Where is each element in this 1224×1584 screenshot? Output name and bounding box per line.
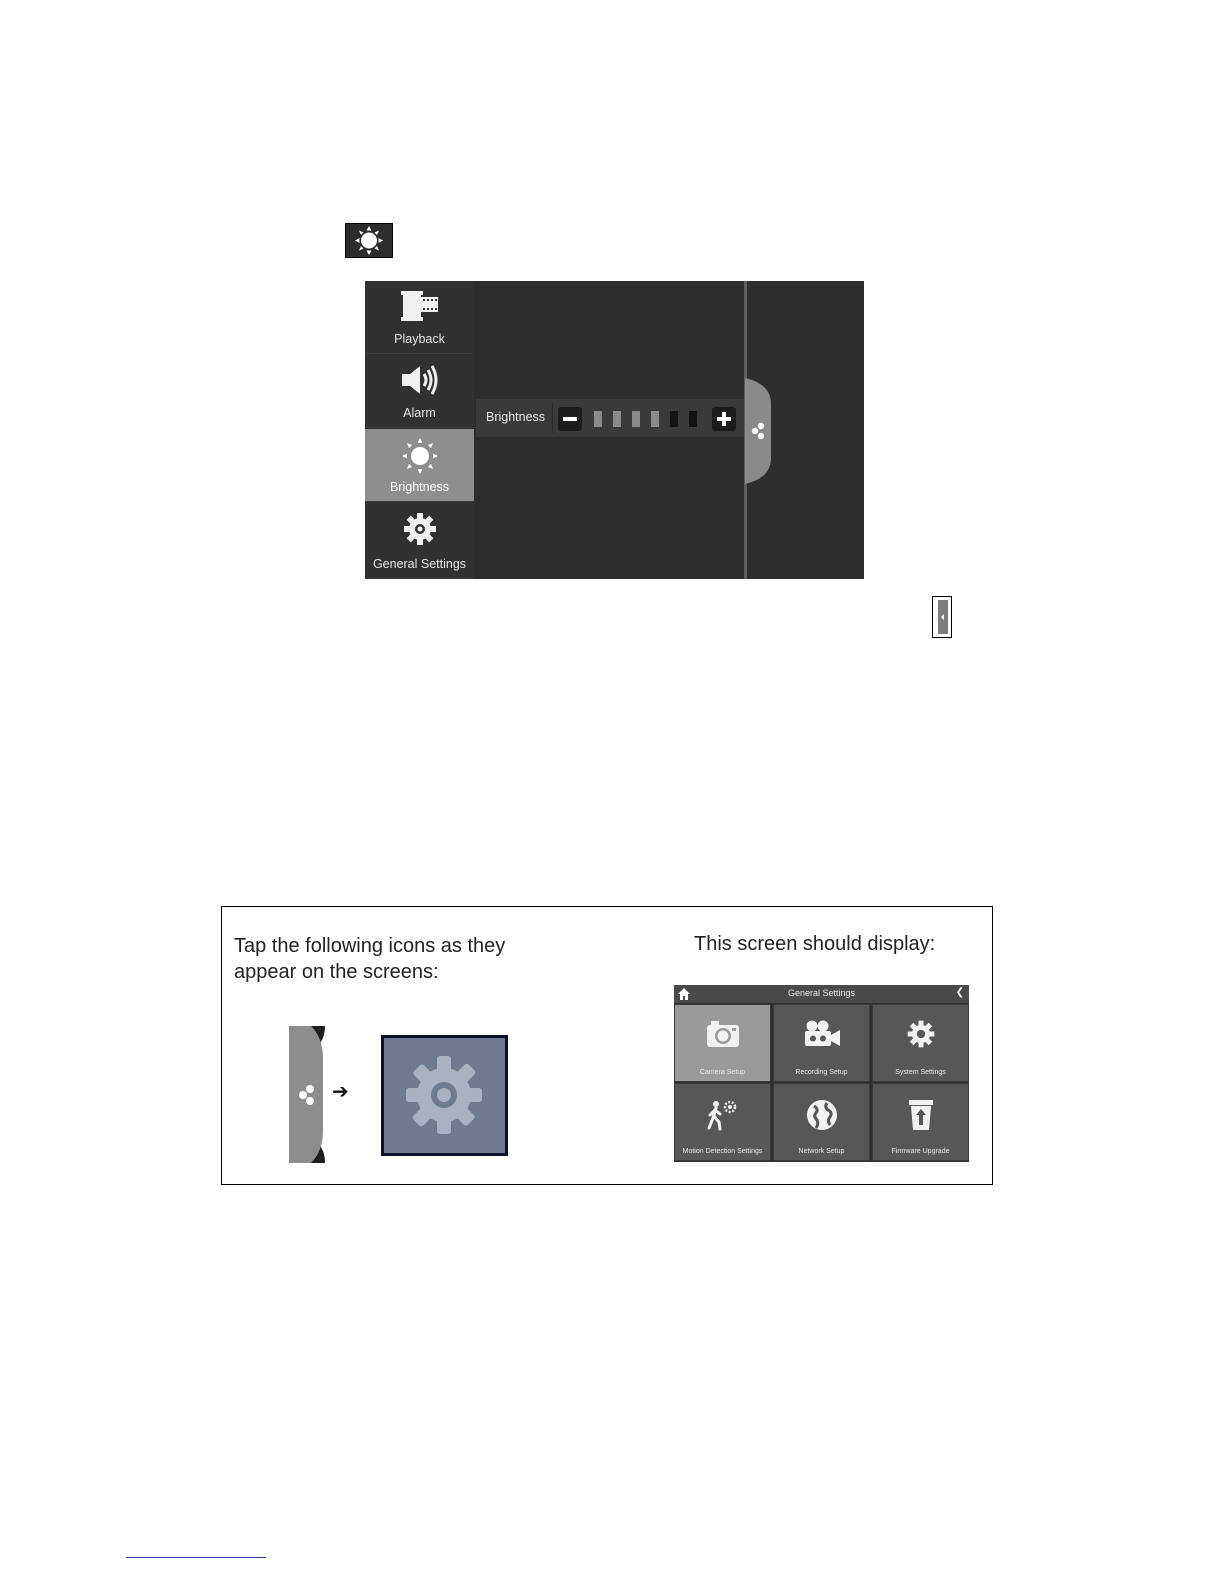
device-screen — [365, 281, 864, 579]
camera-setup-tile — [674, 1004, 771, 1082]
footnote-rule — [126, 1557, 266, 1558]
header-bar — [674, 985, 969, 1003]
sidebar-item-general-settings[interactable] — [365, 503, 474, 579]
instruction-text: Tap the following icons as they appear on the screens: — [234, 935, 506, 983]
speaker-icon — [398, 363, 442, 397]
video-camera-icon — [802, 1019, 842, 1049]
brightness-segment — [613, 411, 621, 427]
film-icon — [400, 289, 440, 325]
brightness-segment — [689, 411, 697, 427]
tile-label: Network Setup — [798, 1148, 845, 1155]
sun-icon — [400, 437, 440, 475]
sidebar-item-label: Alarm — [403, 406, 436, 420]
gear-icon — [402, 511, 438, 547]
sidebar-item-label: Brightness — [389, 480, 450, 494]
menu-tab-handle[interactable] — [745, 378, 772, 484]
collapse-tab-icon — [932, 596, 952, 638]
brightness-label: Brightness — [486, 410, 546, 424]
tile-label: System Settings — [895, 1069, 946, 1076]
decrease-button[interactable] — [558, 407, 582, 431]
tile-label: Recording Setup — [795, 1069, 848, 1076]
network-setup-tile — [773, 1083, 870, 1161]
motion-detection-tile — [674, 1083, 771, 1161]
tile-label: Camera Setup — [699, 1069, 746, 1076]
brightness-segment — [594, 411, 602, 427]
expected-result-text: This screen should display: — [694, 933, 936, 955]
divider — [552, 403, 553, 433]
upload-icon — [906, 1098, 936, 1132]
brightness-control — [476, 399, 744, 437]
camera-icon — [705, 1019, 741, 1049]
screen-title: General Settings — [787, 988, 856, 998]
general-settings-screen — [674, 985, 969, 1162]
sidebar-item-brightness[interactable] — [365, 429, 474, 502]
general-settings-icon — [381, 1035, 508, 1156]
brightness-segment — [670, 411, 678, 427]
brightness-icon-small — [345, 223, 393, 258]
plus-icon — [712, 407, 736, 431]
minus-icon — [558, 407, 582, 431]
sidebar-item-label: Playback — [394, 332, 445, 346]
instruction-box — [221, 906, 993, 1185]
gear-icon — [906, 1019, 936, 1049]
tile-label: Motion Detection Settings — [682, 1148, 763, 1155]
recording-setup-tile — [773, 1004, 870, 1082]
gear-icon — [384, 1038, 505, 1153]
sidebar-item-alarm[interactable] — [365, 355, 474, 428]
sidebar-item-label: General Settings — [372, 557, 467, 571]
tile-label: Firmware Upgrade — [891, 1148, 950, 1155]
globe-icon — [805, 1098, 839, 1132]
firmware-upgrade-tile — [872, 1083, 969, 1161]
brightness-segment — [632, 411, 640, 427]
back-icon: ❮ — [955, 987, 964, 998]
increase-button[interactable] — [712, 407, 736, 431]
system-settings-tile — [872, 1004, 969, 1082]
brightness-segment — [651, 411, 659, 427]
motion-icon — [706, 1098, 740, 1132]
sidebar-item-playback[interactable] — [365, 281, 474, 354]
arrow-icon: ➔ — [332, 1081, 349, 1103]
menu-tab-handle — [289, 1026, 327, 1163]
